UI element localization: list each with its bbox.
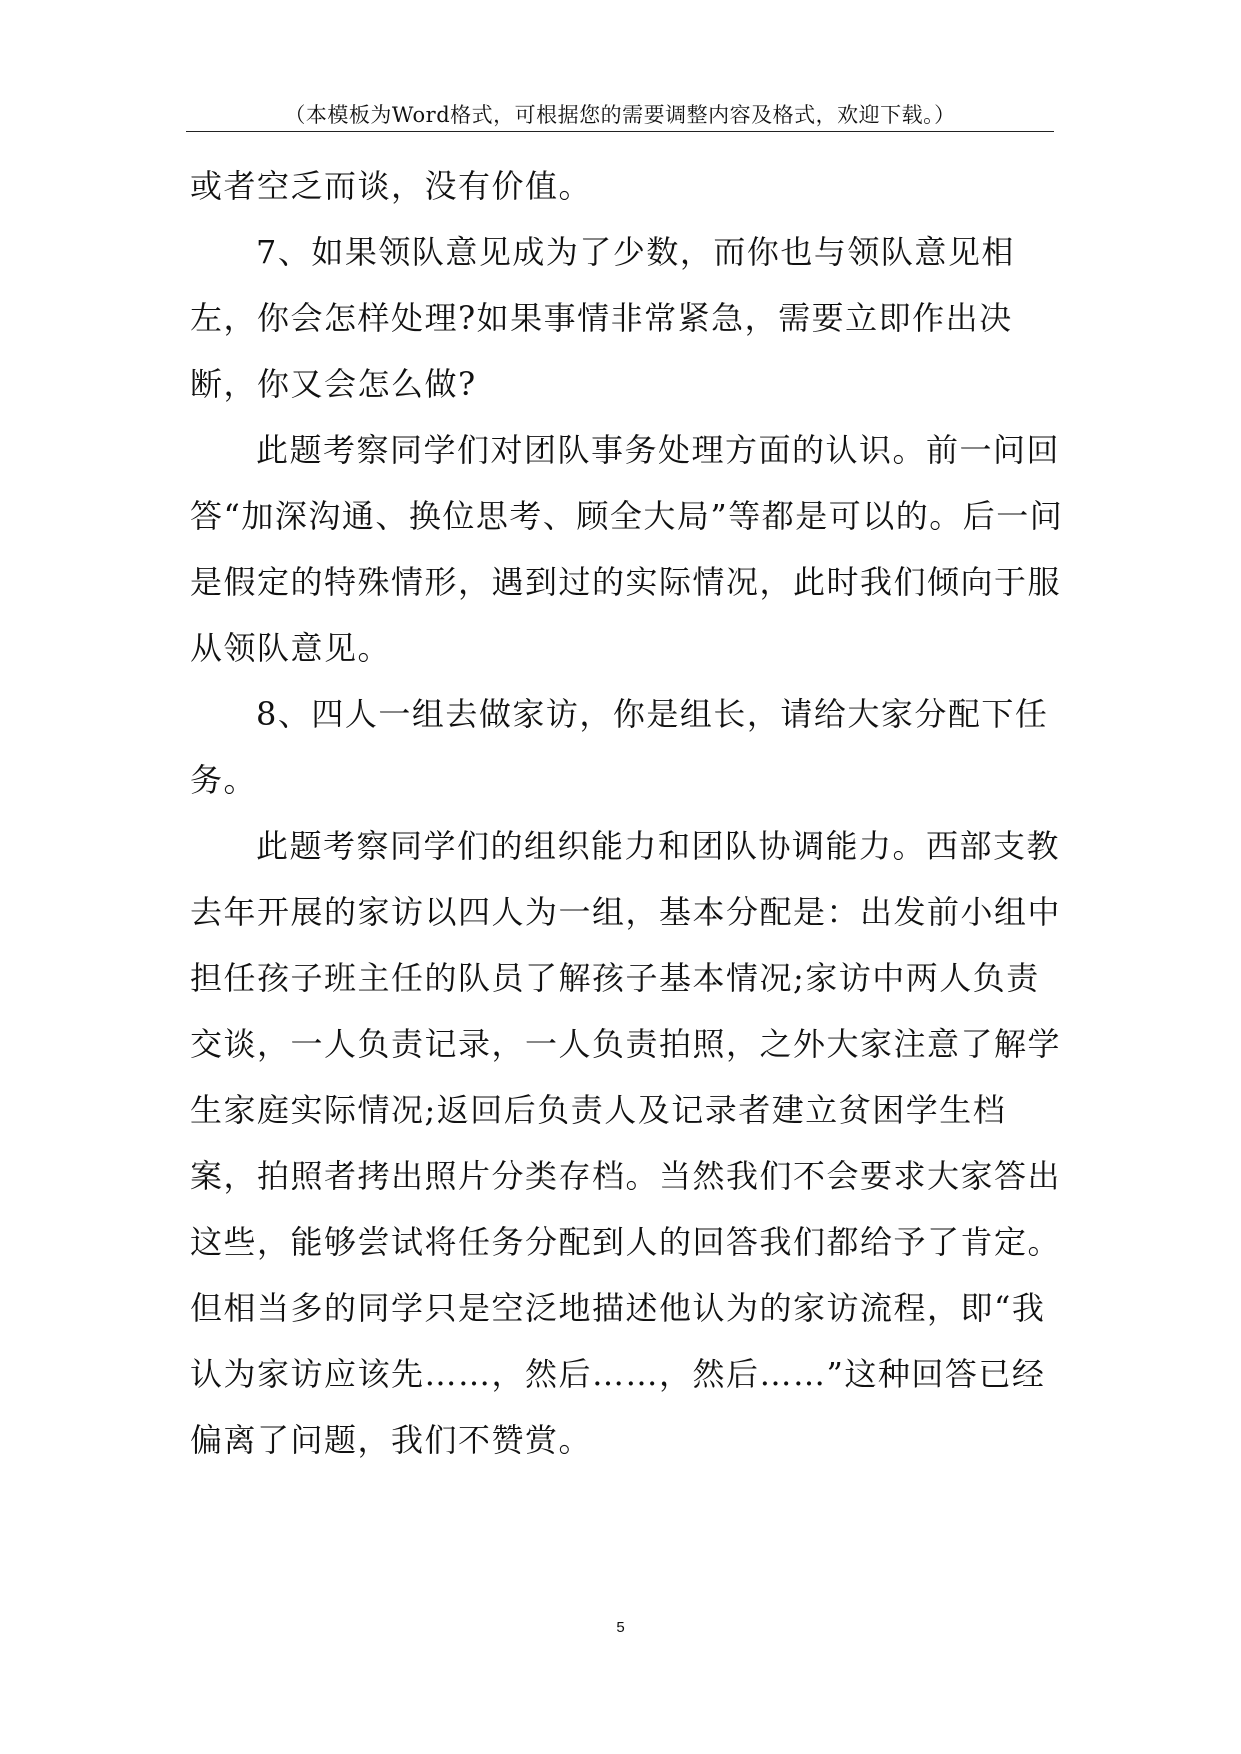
- question-8: 8、四人一组去做家访，你是组长，请给大家分配下任务。: [190, 695, 1049, 799]
- header-divider: [186, 131, 1054, 132]
- document-body: [190, 153, 1070, 1473]
- paragraph-continuation: 或者空乏而谈，没有价值。: [190, 167, 593, 205]
- answer-7: 此题考察同学们对团队事务处理方面的认识。前一问回答“加深沟通、换位思考、顾全大局”等都是可以的。后一问是假定的特殊情形，遇到过的实际情况，此时我们倾向于服从领队意见。: [190, 431, 1064, 667]
- question-7: 7、如果领队意见成为了少数，而你也与领队意见相左，你会怎样处理?如果事情非常紧急，需要立即作出决断，你又会怎么做?: [190, 233, 1015, 403]
- page-number: 5: [616, 1619, 625, 1636]
- page-header-note: （本模板为Word格式，可根据您的需要调整内容及格式，欢迎下载。）: [284, 103, 956, 127]
- answer-8: 此题考察同学们的组织能力和团队协调能力。西部支教去年开展的家访以四人为一组，基本分配是：出发前小组中担任孩子班主任的队员了解孩子基本情况;家访中两人负责交谈，一人负责记录，一人负责拍照，之外大家注意了解学生家庭实际情况;返回后负责人及记录者建立贫困学生档案，拍照者拷出照片分类存档。当然我们不会要求大家答出这些，能够尝试将任务分配到人的回答我们都给予了肯定。但相当多的同学只是空泛地描述他认为的家访流程，即“我认为家访应该先……，然后……，然后……”这种回答已经偏离了问题，我们不赞赏。: [190, 827, 1062, 1459]
